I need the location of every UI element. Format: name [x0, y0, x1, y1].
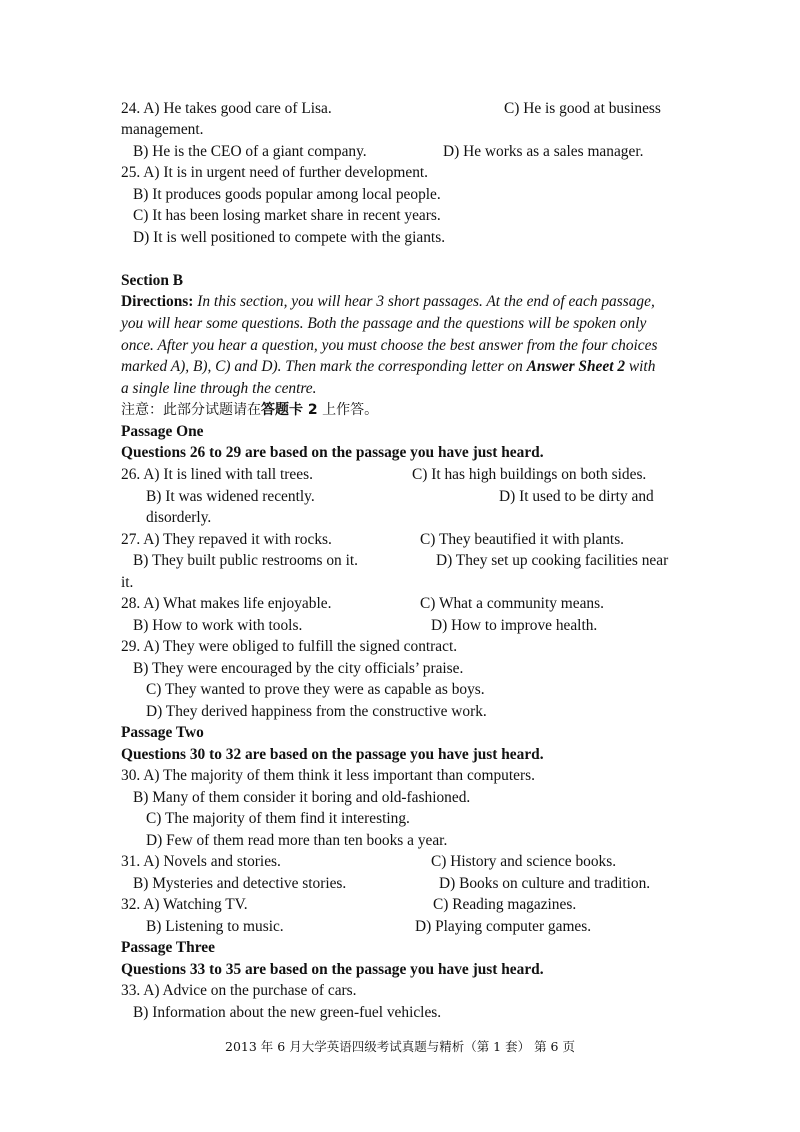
passage-two-title: Passage Two: [121, 724, 204, 741]
section-heading: Section B: [121, 272, 183, 289]
q31-option-a: 31. A) Novels and stories.: [121, 853, 281, 870]
directions-line-3: once. After you hear a question, you must choose the best answer from the four choices: [121, 337, 658, 354]
q32-option-a: 32. A) Watching TV.: [121, 896, 248, 913]
q30-option-a: 30. A) The majority of them think it less important than computers.: [121, 767, 535, 784]
q31-option-d: D) Books on culture and tradition.: [439, 875, 651, 892]
q32-option-d: D) Playing computer games.: [415, 918, 592, 935]
q27-option-b: B) They built public restrooms on it.: [133, 552, 358, 569]
note-prefix: 注意：此部分试题请在: [121, 402, 261, 418]
directions-line-1: [121, 292, 655, 312]
passage-one-title: Passage One: [121, 423, 204, 440]
directions-line-5: a single line through the centre.: [121, 380, 317, 397]
directions-line-2: you will hear some questions. Both the passage and the questions will be spoken only: [121, 315, 647, 332]
q33-option-a: 33. A) Advice on the purchase of cars.: [121, 982, 357, 999]
q24-option-a: 24. A) He takes good care of Lisa.: [121, 100, 332, 117]
q30-option-c: C) The majority of them find it interesting.: [146, 810, 410, 827]
q25-option-c: C) It has been losing market share in recent years.: [133, 207, 441, 224]
q24-option-c-continued: management.: [121, 121, 204, 138]
answer-sheet-label: Answer Sheet 2: [526, 358, 626, 375]
directions-text-4: marked A), B), C) and D). Then mark the corresponding letter on: [121, 358, 523, 375]
q32-option-c: C) Reading magazines.: [433, 896, 577, 913]
q32-option-b: B) Listening to music.: [146, 918, 284, 935]
q24-option-c: C) He is good at business: [504, 100, 661, 117]
q24-option-b: B) He is the CEO of a giant company.: [133, 143, 367, 160]
passage-one-intro: Questions 26 to 29 are based on the passage you have just heard.: [121, 444, 544, 461]
q33-option-b: B) Information about the new green-fuel vehicles.: [133, 1004, 442, 1021]
directions-text-1: In this section, you will hear 3 short passages. At the end of each passage,: [197, 293, 655, 310]
q25-option-a: 25. A) It is in urgent need of further development.: [121, 164, 429, 181]
q30-option-d: D) Few of them read more than ten books a year.: [146, 832, 448, 849]
directions-line-4: [121, 357, 655, 377]
q28-option-c: C) What a community means.: [420, 595, 604, 612]
passage-three-title: Passage Three: [121, 939, 215, 956]
answer-note: [121, 400, 378, 420]
passage-three-intro: Questions 33 to 35 are based on the passage you have just heard.: [121, 961, 544, 978]
q29-option-b: B) They were encouraged by the city officials’ praise.: [133, 660, 464, 677]
q30-option-b: B) Many of them consider it boring and old-fashioned.: [133, 789, 471, 806]
q29-option-c: C) They wanted to prove they were as capable as boys.: [146, 681, 485, 698]
q28-option-a: 28. A) What makes life enjoyable.: [121, 595, 332, 612]
note-answer-sheet: 答题卡 2: [261, 402, 318, 418]
q28-option-d: D) How to improve health.: [431, 617, 598, 634]
passage-two-intro: Questions 30 to 32 are based on the passage you have just heard.: [121, 746, 544, 763]
q27-option-d-continued: it.: [121, 574, 134, 591]
directions-label: Directions:: [121, 293, 194, 310]
q26-option-b: B) It was widened recently.: [146, 488, 315, 505]
q25-option-b: B) It produces goods popular among local people.: [133, 186, 441, 203]
note-suffix: 上作答。: [317, 402, 379, 418]
q26-option-d-continued: disorderly.: [146, 509, 212, 526]
q26-option-d: D) It used to be dirty and: [499, 488, 654, 505]
q24-option-d: D) He works as a sales manager.: [443, 143, 644, 160]
q31-option-b: B) Mysteries and detective stories.: [133, 875, 347, 892]
q26-option-a: 26. A) It is lined with tall trees.: [121, 466, 313, 483]
q27-option-a: 27. A) They repaved it with rocks.: [121, 531, 332, 548]
page-footer: 2013 年 6 月大学英语四级考试真题与精析（第 1 套） 第 6 页: [225, 1039, 575, 1054]
directions-with: with: [625, 358, 656, 375]
q26-option-c: C) It has high buildings on both sides.: [412, 466, 647, 483]
q25-option-d: D) It is well positioned to compete with the giants.: [133, 229, 446, 246]
q28-option-b: B) How to work with tools.: [133, 617, 303, 634]
q27-option-d: D) They set up cooking facilities near: [436, 552, 669, 569]
q27-option-c: C) They beautified it with plants.: [420, 531, 625, 548]
q31-option-c: C) History and science books.: [431, 853, 617, 870]
q29-option-d: D) They derived happiness from the constructive work.: [146, 703, 487, 720]
q29-option-a: 29. A) They were obliged to fulfill the signed contract.: [121, 638, 458, 655]
